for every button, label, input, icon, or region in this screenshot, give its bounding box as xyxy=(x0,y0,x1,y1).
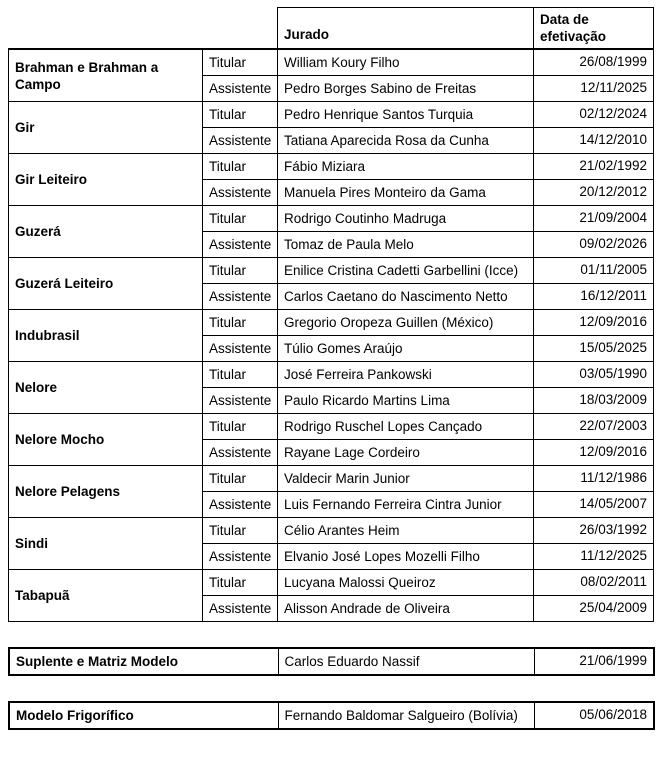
table-row xyxy=(9,570,654,596)
role-cell: Assistente xyxy=(203,128,278,154)
juror-name-cell: Paulo Ricardo Martins Lima xyxy=(278,388,534,414)
modelo-frigorifico-table xyxy=(8,701,655,730)
juror-name-cell: Tatiana Aparecida Rosa da Cunha xyxy=(278,128,534,154)
juror-name-cell: Rodrigo Coutinho Madruga xyxy=(278,206,534,232)
role-cell: Titular xyxy=(203,206,278,232)
effective-date-cell: 15/05/2025 xyxy=(534,336,654,362)
juror-name-cell: Rayane Lage Cordeiro xyxy=(278,440,534,466)
juror-name-cell: Carlos Caetano do Nascimento Netto xyxy=(278,284,534,310)
effective-date-cell: 02/12/2024 xyxy=(534,102,654,128)
role-cell: Titular xyxy=(203,414,278,440)
juror-name-cell: Célio Arantes Heim xyxy=(278,518,534,544)
table-row xyxy=(9,49,654,76)
role-cell: Titular xyxy=(203,518,278,544)
effective-date-cell: 21/02/1992 xyxy=(534,154,654,180)
effective-date-cell: 11/12/2025 xyxy=(534,544,654,570)
role-cell: Titular xyxy=(203,466,278,492)
effective-date-cell: 26/03/1992 xyxy=(534,518,654,544)
effective-date-cell: 18/03/2009 xyxy=(534,388,654,414)
breed-cell: Gir Leiteiro xyxy=(9,154,203,206)
juror-name-cell: Lucyana Malossi Queiroz xyxy=(278,570,534,596)
juror-name-cell: Fábio Miziara xyxy=(278,154,534,180)
juror-name-cell: Enilice Cristina Cadetti Garbellini (Icce) xyxy=(278,258,534,284)
table-row xyxy=(9,414,654,440)
role-cell: Titular xyxy=(203,258,278,284)
role-cell: Assistente xyxy=(203,336,278,362)
role-cell: Titular xyxy=(203,154,278,180)
breed-cell: Suplente e Matriz Modelo xyxy=(9,648,278,675)
role-cell: Titular xyxy=(203,570,278,596)
role-cell: Assistente xyxy=(203,232,278,258)
juror-name-cell: José Ferreira Pankowski xyxy=(278,362,534,388)
effective-date-cell: 22/07/2003 xyxy=(534,414,654,440)
role-cell: Titular xyxy=(203,310,278,336)
juror-name-cell: Gregorio Oropeza Guillen (México) xyxy=(278,310,534,336)
effective-date-cell: 03/05/1990 xyxy=(534,362,654,388)
role-cell: Assistente xyxy=(203,76,278,102)
effective-date-cell: 08/02/2011 xyxy=(534,570,654,596)
table-row xyxy=(9,102,654,128)
breed-cell: Nelore Pelagens xyxy=(9,466,203,518)
effective-date-cell: 05/06/2018 xyxy=(534,702,654,729)
juror-name-cell: Pedro Borges Sabino de Freitas xyxy=(278,76,534,102)
breed-cell: Nelore xyxy=(9,362,203,414)
juror-name-cell: Rodrigo Ruschel Lopes Cançado xyxy=(278,414,534,440)
role-cell: Assistente xyxy=(203,596,278,622)
effective-date-cell: 14/05/2007 xyxy=(534,492,654,518)
juror-name-cell: William Koury Filho xyxy=(278,49,534,76)
juror-name-cell: Elvanio José Lopes Mozelli Filho xyxy=(278,544,534,570)
table-row xyxy=(9,154,654,180)
effective-date-cell: 20/12/2012 xyxy=(534,180,654,206)
breed-cell: Modelo Frigorífico xyxy=(9,702,278,729)
breed-cell: Indubrasil xyxy=(9,310,203,362)
role-cell: Assistente xyxy=(203,284,278,310)
role-cell: Assistente xyxy=(203,544,278,570)
role-cell: Assistente xyxy=(203,388,278,414)
table-row xyxy=(9,702,654,729)
effective-date-cell: 11/12/1986 xyxy=(534,466,654,492)
effective-date-cell: 12/09/2016 xyxy=(534,310,654,336)
role-cell: Titular xyxy=(203,102,278,128)
header-empty-cell xyxy=(9,8,278,50)
effective-date-cell: 25/04/2009 xyxy=(534,596,654,622)
column-header-efetivacao: Data de efetivação xyxy=(534,8,654,50)
juror-name-cell: Túlio Gomes Araújo xyxy=(278,336,534,362)
role-cell: Assistente xyxy=(203,492,278,518)
juror-name-cell: Valdecir Marin Junior xyxy=(278,466,534,492)
effective-date-cell: 14/12/2010 xyxy=(534,128,654,154)
breed-cell: Guzerá Leiteiro xyxy=(9,258,203,310)
breed-cell: Guzerá xyxy=(9,206,203,258)
table-row xyxy=(9,362,654,388)
suplente-table xyxy=(8,647,655,676)
effective-date-cell: 12/09/2016 xyxy=(534,440,654,466)
breed-cell: Sindi xyxy=(9,518,203,570)
juror-name-cell: Carlos Eduardo Nassif xyxy=(278,648,534,675)
juror-name-cell: Luis Fernando Ferreira Cintra Junior xyxy=(278,492,534,518)
breed-cell: Gir xyxy=(9,102,203,154)
effective-date-cell: 26/08/1999 xyxy=(534,49,654,76)
role-cell: Assistente xyxy=(203,440,278,466)
jurors-table xyxy=(8,7,654,622)
breed-cell: Nelore Mocho xyxy=(9,414,203,466)
table-row xyxy=(9,206,654,232)
juror-name-cell: Tomaz de Paula Melo xyxy=(278,232,534,258)
effective-date-cell: 09/02/2026 xyxy=(534,232,654,258)
role-cell: Assistente xyxy=(203,180,278,206)
role-cell: Titular xyxy=(203,49,278,76)
effective-date-cell: 01/11/2005 xyxy=(534,258,654,284)
effective-date-cell: 21/06/1999 xyxy=(534,648,654,675)
juror-name-cell: Manuela Pires Monteiro da Gama xyxy=(278,180,534,206)
effective-date-cell: 16/12/2011 xyxy=(534,284,654,310)
table-row xyxy=(9,648,654,675)
table-row xyxy=(9,518,654,544)
effective-date-cell: 12/11/2025 xyxy=(534,76,654,102)
juror-name-cell: Fernando Baldomar Salgueiro (Bolívia) xyxy=(278,702,534,729)
table-row xyxy=(9,466,654,492)
breed-cell: Brahman e Brahman a Campo xyxy=(9,49,203,102)
juror-name-cell: Alisson Andrade de Oliveira xyxy=(278,596,534,622)
juror-name-cell: Pedro Henrique Santos Turquia xyxy=(278,102,534,128)
table-row xyxy=(9,310,654,336)
role-cell: Titular xyxy=(203,362,278,388)
breed-cell: Tabapuã xyxy=(9,570,203,622)
column-header-jurado: Jurado xyxy=(278,8,534,50)
header-row xyxy=(9,8,654,50)
table-row xyxy=(9,258,654,284)
effective-date-cell: 21/09/2004 xyxy=(534,206,654,232)
